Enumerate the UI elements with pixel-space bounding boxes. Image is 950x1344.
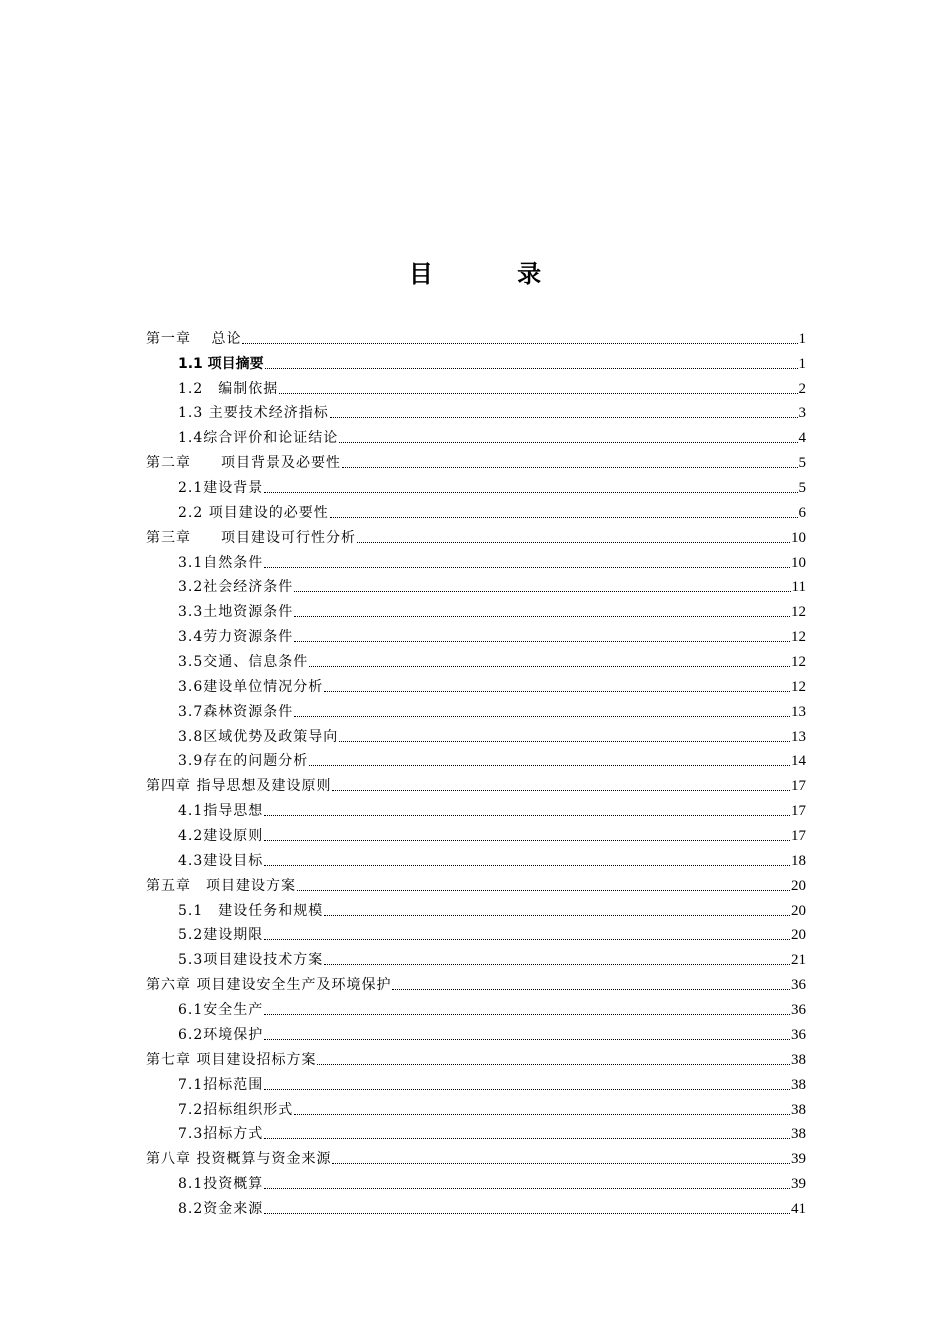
toc-entry-label: 5.2建设期限 xyxy=(178,927,264,944)
toc-entry-label: 第八章 投资概算与资金来源 xyxy=(146,1151,332,1168)
toc-entry-label: 5.1 建设任务和规模 xyxy=(178,902,324,919)
toc-entry-label: 第四章 指导思想及建设原则 xyxy=(146,778,332,795)
toc-section-entry[interactable] xyxy=(146,597,806,622)
toc-chapter-entry[interactable] xyxy=(146,970,806,995)
toc-section-entry[interactable] xyxy=(146,945,806,970)
toc-entry-label: 1.4综合评价和论证结论 xyxy=(178,430,339,447)
toc-page-number: 41 xyxy=(791,1200,806,1217)
toc-page-number: 2 xyxy=(798,380,806,397)
toc-page-number: 21 xyxy=(791,952,806,969)
toc-page-number: 4 xyxy=(798,430,806,447)
toc-section-entry[interactable] xyxy=(146,796,806,821)
toc-dot-leader xyxy=(332,1162,790,1164)
toc-dot-leader xyxy=(264,814,790,816)
toc-entry-label: 2.2 项目建设的必要性 xyxy=(178,504,329,521)
toc-dot-leader xyxy=(324,914,790,916)
toc-entry-label: 7.3招标方式 xyxy=(178,1126,264,1143)
toc-entry-label: 4.3建设目标 xyxy=(178,852,264,869)
toc-page-number: 36 xyxy=(791,1002,806,1019)
toc-dot-leader xyxy=(264,1187,790,1189)
toc-dot-leader xyxy=(309,764,790,766)
toc-page-number: 17 xyxy=(791,803,806,820)
toc-page-number: 38 xyxy=(791,1126,806,1143)
page-title: 目 录 xyxy=(408,260,580,288)
toc-entry-label: 6.1安全生产 xyxy=(178,1002,264,1019)
toc-page-number: 5 xyxy=(798,455,806,472)
toc-entry-label: 3.3土地资源条件 xyxy=(178,604,294,621)
toc-page-number: 1 xyxy=(798,330,806,347)
toc-section-entry[interactable] xyxy=(146,747,806,772)
toc-dot-leader xyxy=(339,740,790,742)
toc-page-number: 18 xyxy=(791,852,806,869)
toc-section-entry[interactable] xyxy=(146,498,806,523)
toc-dot-leader xyxy=(294,715,790,717)
toc-page-number: 38 xyxy=(791,1076,806,1093)
toc-section-entry[interactable] xyxy=(146,548,806,573)
toc-section-entry[interactable] xyxy=(146,1095,806,1120)
toc-section-entry[interactable] xyxy=(146,423,806,448)
toc-dot-leader xyxy=(264,1013,790,1015)
toc-page-number: 5 xyxy=(798,480,806,497)
toc-entry-label: 1.1 项目摘要 xyxy=(178,355,264,372)
toc-chapter-entry[interactable] xyxy=(146,1144,806,1169)
toc-entry-label: 3.6建设单位情况分析 xyxy=(178,678,324,695)
toc-page-number: 36 xyxy=(791,1026,806,1043)
toc-dot-leader xyxy=(330,516,798,518)
toc-section-entry[interactable] xyxy=(146,374,806,399)
toc-page-number: 12 xyxy=(791,604,806,621)
toc-chapter-entry[interactable] xyxy=(146,1045,806,1070)
toc-dot-leader xyxy=(264,1038,790,1040)
toc-dot-leader xyxy=(297,889,790,891)
toc-entry-label: 第三章 项目建设可行性分析 xyxy=(146,529,356,546)
toc-entry-label: 7.1招标范围 xyxy=(178,1076,264,1093)
toc-section-entry[interactable] xyxy=(146,921,806,946)
toc-section-entry[interactable] xyxy=(146,896,806,921)
toc-dot-leader xyxy=(279,392,797,394)
toc-page-number: 10 xyxy=(791,529,806,546)
toc-page-number: 3 xyxy=(798,405,806,422)
toc-section-entry[interactable] xyxy=(146,573,806,598)
toc-entry-label: 7.2招标组织形式 xyxy=(178,1101,294,1118)
toc-entry-label: 第七章 项目建设招标方案 xyxy=(146,1051,317,1068)
toc-page-number: 17 xyxy=(791,778,806,795)
toc-dot-leader xyxy=(357,541,790,543)
toc-entry-label: 6.2环境保护 xyxy=(178,1026,264,1043)
toc-dot-leader xyxy=(294,590,790,592)
toc-page-number: 20 xyxy=(791,927,806,944)
toc-chapter-entry[interactable] xyxy=(146,871,806,896)
toc-page-number: 12 xyxy=(791,654,806,671)
toc-section-entry[interactable] xyxy=(146,722,806,747)
toc-section-entry[interactable] xyxy=(146,995,806,1020)
toc-section-entry[interactable] xyxy=(146,1120,806,1145)
toc-entry-label: 4.1指导思想 xyxy=(178,803,264,820)
toc-page-number: 11 xyxy=(791,579,806,596)
toc-page-number: 39 xyxy=(791,1176,806,1193)
toc-section-entry[interactable] xyxy=(146,846,806,871)
toc-dot-leader xyxy=(294,1113,790,1115)
toc-page-number: 39 xyxy=(791,1151,806,1168)
toc-page-number: 17 xyxy=(791,828,806,845)
toc-dot-leader xyxy=(264,864,790,866)
toc-dot-leader xyxy=(264,1088,790,1090)
toc-dot-leader xyxy=(294,640,790,642)
toc-entry-label: 3.4劳力资源条件 xyxy=(178,629,294,646)
table-of-contents xyxy=(146,324,806,1219)
toc-dot-leader xyxy=(342,466,798,468)
toc-page-number: 38 xyxy=(791,1051,806,1068)
toc-dot-leader xyxy=(264,1137,790,1139)
toc-entry-label: 1.2 编制依据 xyxy=(178,380,279,397)
toc-section-entry[interactable] xyxy=(146,473,806,498)
toc-entry-label: 1.3 主要技术经济指标 xyxy=(178,405,329,422)
toc-section-entry[interactable] xyxy=(146,349,806,374)
toc-entry-label: 8.2资金来源 xyxy=(178,1200,264,1217)
toc-entry-label: 第六章 项目建设安全生产及环境保护 xyxy=(146,977,392,994)
toc-entry-label: 第五章 项目建设方案 xyxy=(146,877,296,894)
toc-section-entry[interactable] xyxy=(146,1169,806,1194)
toc-dot-leader xyxy=(324,963,790,965)
toc-dot-leader xyxy=(264,1212,790,1214)
toc-section-entry[interactable] xyxy=(146,399,806,424)
toc-entry-label: 第二章 项目背景及必要性 xyxy=(146,455,341,472)
toc-dot-leader xyxy=(339,441,797,443)
toc-dot-leader xyxy=(317,1063,790,1065)
toc-chapter-entry[interactable] xyxy=(146,771,806,796)
toc-entry-label: 3.9存在的问题分析 xyxy=(178,753,309,770)
toc-entry-label: 3.8区域优势及政策导向 xyxy=(178,728,339,745)
toc-entry-label: 4.2建设原则 xyxy=(178,828,264,845)
toc-entry-label: 3.2社会经济条件 xyxy=(178,579,294,596)
toc-dot-leader xyxy=(309,665,790,667)
toc-entry-label: 3.7森林资源条件 xyxy=(178,703,294,720)
toc-section-entry[interactable] xyxy=(146,1020,806,1045)
toc-dot-leader xyxy=(392,988,790,990)
toc-dot-leader xyxy=(264,566,790,568)
toc-section-entry[interactable] xyxy=(146,697,806,722)
toc-chapter-entry[interactable] xyxy=(146,324,806,349)
toc-page-number: 38 xyxy=(791,1101,806,1118)
toc-page-number: 10 xyxy=(791,554,806,571)
toc-page-number: 20 xyxy=(791,902,806,919)
toc-dot-leader xyxy=(332,789,790,791)
toc-section-entry[interactable] xyxy=(146,622,806,647)
toc-chapter-entry[interactable] xyxy=(146,448,806,473)
toc-page-number: 14 xyxy=(791,753,806,770)
toc-page-number: 36 xyxy=(791,977,806,994)
toc-dot-leader xyxy=(324,690,790,692)
toc-section-entry[interactable] xyxy=(146,821,806,846)
toc-entry-label: 5.3项目建设技术方案 xyxy=(178,952,324,969)
toc-dot-leader xyxy=(265,367,798,369)
toc-section-entry[interactable] xyxy=(146,1194,806,1219)
toc-page-number: 13 xyxy=(791,703,806,720)
toc-section-entry[interactable] xyxy=(146,1070,806,1095)
toc-dot-leader xyxy=(294,615,790,617)
toc-entry-label: 3.1自然条件 xyxy=(178,554,264,571)
toc-chapter-entry[interactable] xyxy=(146,523,806,548)
toc-dot-leader xyxy=(264,938,790,940)
toc-dot-leader xyxy=(264,839,790,841)
toc-dot-leader xyxy=(330,416,798,418)
toc-section-entry[interactable] xyxy=(146,672,806,697)
toc-entry-label: 8.1投资概算 xyxy=(178,1176,264,1193)
toc-entry-label: 第一章 总论 xyxy=(146,330,242,347)
toc-dot-leader xyxy=(242,342,797,344)
toc-entry-label: 2.1建设背景 xyxy=(178,480,264,497)
toc-page-number: 1 xyxy=(798,355,806,372)
toc-page-number: 20 xyxy=(791,877,806,894)
toc-entry-label: 3.5交通、信息条件 xyxy=(178,654,309,671)
toc-page-number: 6 xyxy=(798,504,806,521)
toc-page-number: 13 xyxy=(791,728,806,745)
toc-dot-leader xyxy=(264,491,797,493)
toc-section-entry[interactable] xyxy=(146,647,806,672)
toc-page-number: 12 xyxy=(791,678,806,695)
toc-page-number: 12 xyxy=(791,629,806,646)
